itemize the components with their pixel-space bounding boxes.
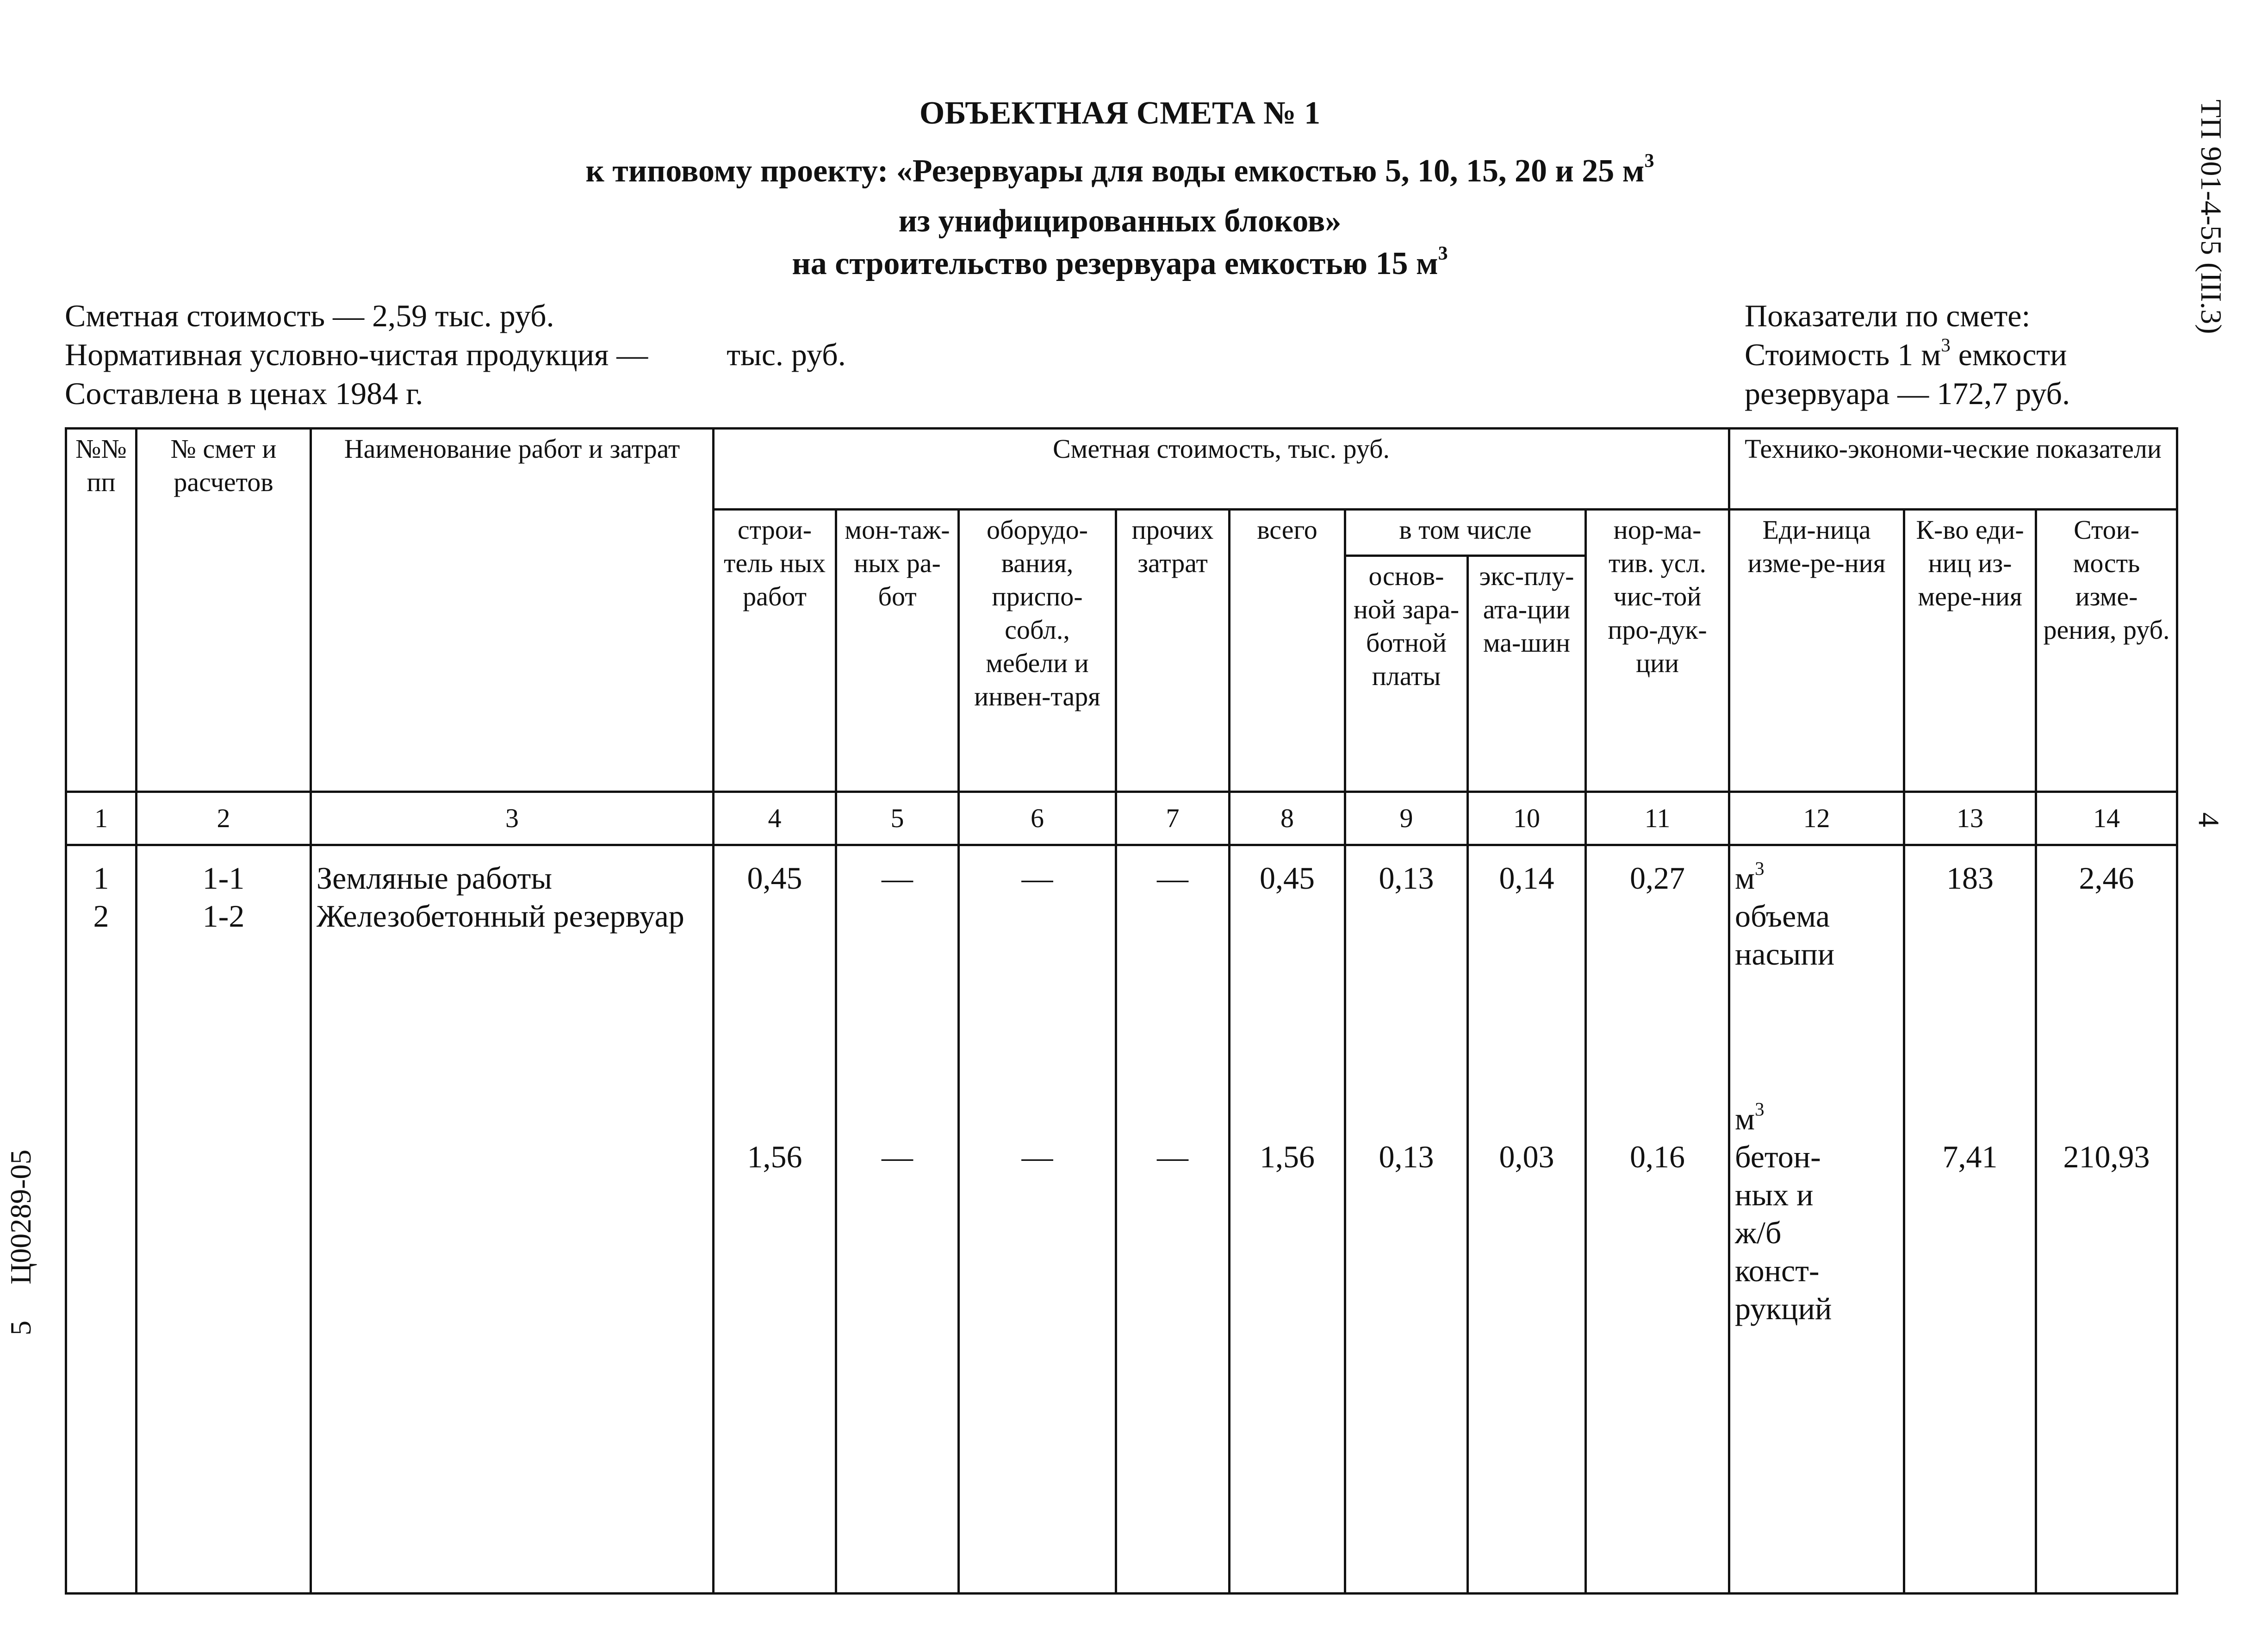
row-2-normative: 0,16	[1630, 1139, 1685, 1174]
estimate-table	[65, 427, 2178, 1595]
row-1-wage: 0,13	[1379, 860, 1434, 896]
document-title: ОБЪЕКТНАЯ СМЕТА № 1	[919, 95, 1321, 131]
col-number: 13	[1904, 792, 2036, 845]
row-1-normative: 0,27	[1630, 860, 1685, 896]
row-1-machines: 0,14	[1499, 860, 1554, 896]
cell-build	[714, 845, 836, 1594]
header-estimate-no: № смет и расчетов	[137, 429, 311, 792]
project-line: к типовому проекту: «Резервуары для воды емкостью 5, 10, 15, 20 и 25 $м^3$	[585, 150, 1654, 189]
col-number: 9	[1345, 792, 1468, 845]
row-1-unit-cost: 2,46	[2079, 860, 2134, 896]
normative-line: Нормативная условно-чистая продукция — тыс. руб.	[65, 337, 846, 372]
meta-right	[1745, 296, 2070, 413]
row-2-equip: —	[1021, 1139, 1053, 1174]
tank-cost-line: резервуара — 172,7 руб.	[1745, 376, 2070, 411]
project-line-2: из унифицированных блоков»	[898, 203, 1342, 239]
estimated-cost: Сметная стоимость — 2,59 тыс. руб.	[65, 298, 554, 333]
side-code-right: ТП 901-4-55 (III.3)	[2195, 100, 2228, 334]
row-2-unit: $м^3$ бетон-ных и ж/б конст-рукций	[1735, 1099, 1832, 1326]
header-machines: экс-плу-ата-ции ма-шин	[1468, 556, 1586, 792]
col-number: 6	[959, 792, 1116, 845]
col-number: 12	[1729, 792, 1904, 845]
row-2-quantity: 7,41	[1942, 1139, 1998, 1174]
col-number: 1	[66, 792, 137, 845]
prices-year: Составлена в ценах 1984 г.	[65, 376, 423, 411]
cell-estimate	[137, 845, 311, 1594]
column-numbers-row	[66, 792, 2177, 845]
header-build: строи-тель ных работ	[714, 510, 836, 792]
cost-per-m3-line: Стоимость 1 $м^3$ емкости	[1745, 335, 2067, 372]
page-number-right: 4	[2193, 812, 2225, 827]
col-number: 14	[2036, 792, 2177, 845]
indicators-label: Показатели по смете:	[1745, 298, 2031, 333]
meta-left	[65, 296, 846, 413]
page-number-left: 5	[4, 1321, 37, 1335]
row-1-num: 1	[93, 860, 109, 896]
header-unit: Еди-ница изме-ре-ния	[1729, 510, 1904, 792]
cell-mount	[836, 845, 959, 1594]
cell-machines	[1468, 845, 1586, 1594]
col-number: 7	[1116, 792, 1230, 845]
header-mount: мон-таж-ных ра-бот	[836, 510, 959, 792]
row-1-unit: $м^3$ объема насыпи	[1735, 858, 1835, 972]
col-number: 4	[714, 792, 836, 845]
col-number: 3	[311, 792, 714, 845]
header-num: №№ пп	[66, 429, 137, 792]
construction-line: на строительство резервуара емкостью 15 $м^3$	[792, 243, 1448, 281]
header-name: Наименование работ и затрат	[311, 429, 714, 792]
cell-other	[1116, 845, 1230, 1594]
row-2-build: 1,56	[747, 1139, 802, 1174]
row-2-name: Железобетонный резервуар	[317, 898, 684, 934]
row-2-machines: 0,03	[1499, 1139, 1554, 1174]
header-normative: нор-ма-тив. усл. чис-той про-дук-ции	[1586, 510, 1729, 792]
cell-total	[1230, 845, 1345, 1594]
header-tech-group: Технико-экономи-ческие показатели	[1729, 429, 2177, 510]
cell-equip	[959, 845, 1116, 1594]
header-other: прочих затрат	[1116, 510, 1230, 792]
row-1-quantity: 183	[1946, 860, 1994, 896]
row-1-other: —	[1157, 860, 1188, 896]
col-number: 11	[1586, 792, 1729, 845]
cell-wage	[1345, 845, 1468, 1594]
row-1-estimate: 1-1	[202, 860, 245, 896]
row-2-estimate: 1-2	[202, 898, 245, 934]
cell-unit-cost	[2036, 845, 2177, 1594]
row-1-total: 0,45	[1260, 860, 1315, 896]
row-2-other: —	[1157, 1139, 1188, 1174]
header-equip: оборудо-вания, приспо-собл., мебели и инвен-таря	[959, 510, 1116, 792]
row-2-wage: 0,13	[1379, 1139, 1434, 1174]
header-total: всего	[1230, 510, 1345, 792]
cell-unit	[1729, 845, 1904, 1594]
row-1-equip: —	[1021, 860, 1053, 896]
cell-num	[66, 845, 137, 1594]
table-body-row	[66, 845, 2177, 1594]
cell-name	[311, 845, 714, 1594]
row-2-mount: —	[882, 1139, 913, 1174]
row-1-name: Земляные работы	[317, 860, 553, 896]
side-code-left: Ц00289-05	[4, 1149, 37, 1284]
col-number: 2	[137, 792, 311, 845]
header-including: в том числе	[1345, 510, 1586, 556]
row-2-total: 1,56	[1260, 1139, 1315, 1174]
cell-quantity	[1904, 845, 2036, 1594]
header-unit-cost: Стои-мость изме-рения, руб.	[2036, 510, 2177, 792]
cell-normative	[1586, 845, 1729, 1594]
row-1-mount: —	[882, 860, 913, 896]
col-number: 10	[1468, 792, 1586, 845]
row-1-build: 0,45	[747, 860, 802, 896]
header-quantity: К-во еди-ниц из-мере-ния	[1904, 510, 2036, 792]
col-number: 8	[1230, 792, 1345, 845]
row-2-num: 2	[93, 898, 109, 934]
row-2-unit-cost: 210,93	[2063, 1139, 2150, 1174]
header-wage: основ-ной зара-ботной платы	[1345, 556, 1468, 792]
header-cost-group: Сметная стоимость, тыс. руб.	[714, 429, 1729, 510]
col-number: 5	[836, 792, 959, 845]
